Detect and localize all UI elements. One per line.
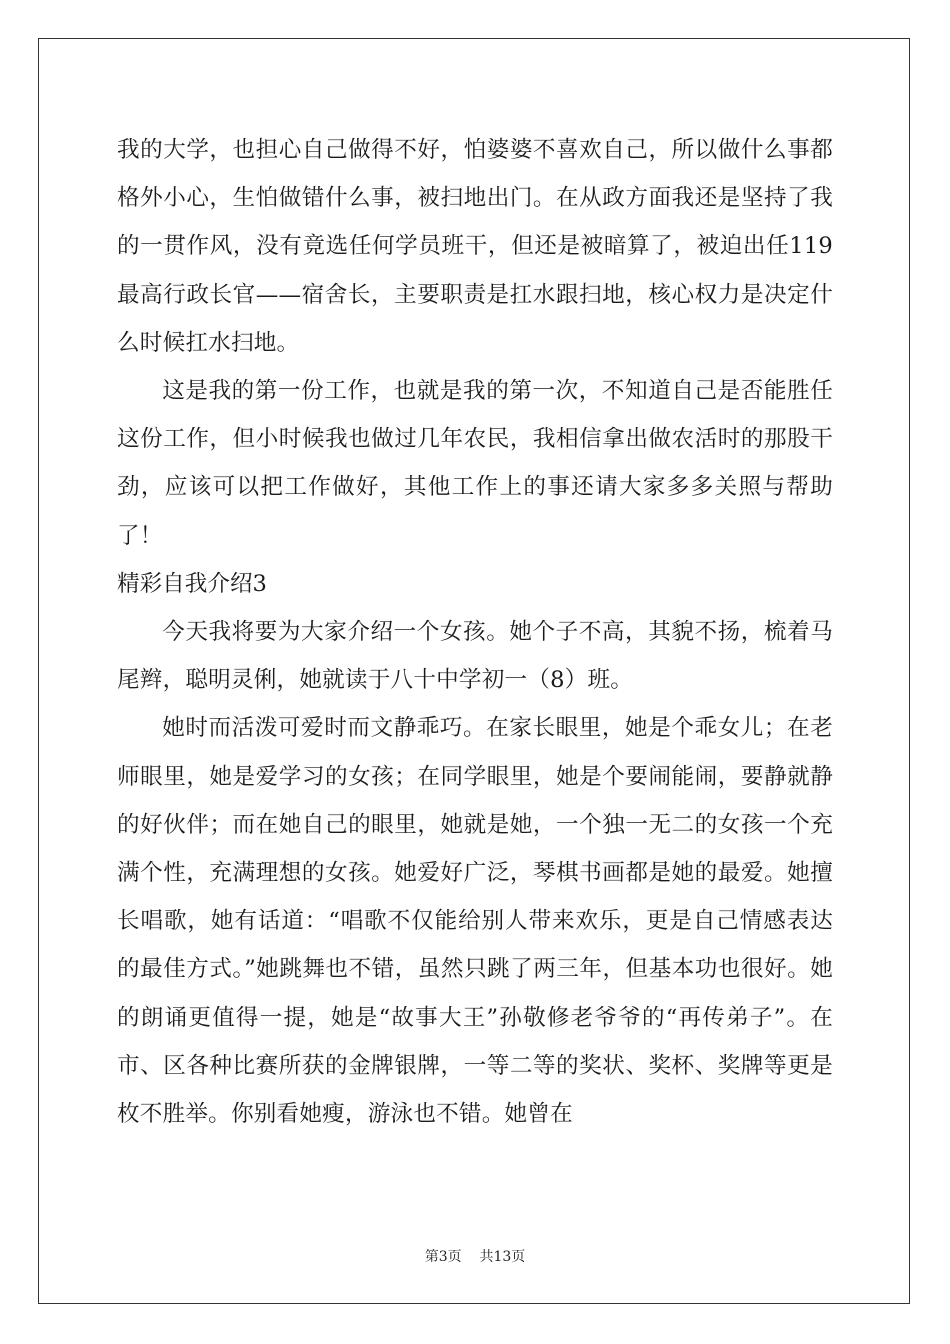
page-footer: 第3页 共13页 [424, 1249, 526, 1265]
paragraph-1: 我的大学，也担心自己做得不好，怕婆婆不喜欢自己，所以做什么事都格外小心，生怕做错什么事，被扫地出门。在从政方面我还是坚持了我的一贯作风，没有竟选任何学员班干，但还是被暗算了，被迫出任119最高行政长官——宿舍长，主要职责是扛水跟扫地，核心权力是决定什么时候扛水扫地。 [117, 137, 833, 356]
document-body [117, 126, 833, 1138]
paragraph-3: 今天我将要为大家介绍一个女孩。她个子不高，其貌不扬，梳着马尾辫，聪明灵俐，她就读于八十中学初一（8）班。 [117, 619, 833, 694]
paragraph-4: 她时而活泼可爱时而文静乖巧。在家长眼里，她是个乖女儿；在老师眼里，她是爱学习的女孩；在同学眼里，她是个要闹能闹，要静就静的好伙伴；而在她自己的眼里，她就是她，一个独一无二的女孩一个充满个性，充满理想的女孩。她爱好广泛，琴棋书画都是她的最爱。她擅长唱歌，她有话道：“唱歌不仅能给别人带来欢乐，更是自己情感表达的最佳方式。”她跳舞也不错，虽然只跳了两三年，但基本功也很好。她的朗诵更值得一提，她是“故事大王”孙敬修老爷爷的“再传弟子”。在市、区各种比赛所获的金牌银牌，一等二等的奖状、奖杯、奖牌等更是枚不胜举。你别看她瘦，游泳也不错。她曾在 [117, 715, 833, 1128]
paragraph-2: 这是我的第一份工作，也就是我的第一次，不知道自己是否能胜任这份工作，但小时候我也做过几年农民，我相信拿出做农活时的那股干劲，应该可以把工作做好，其他工作上的事还请大家多多关照与帮助了！ [117, 378, 833, 549]
section-heading: 精彩自我介绍3 [117, 570, 267, 597]
